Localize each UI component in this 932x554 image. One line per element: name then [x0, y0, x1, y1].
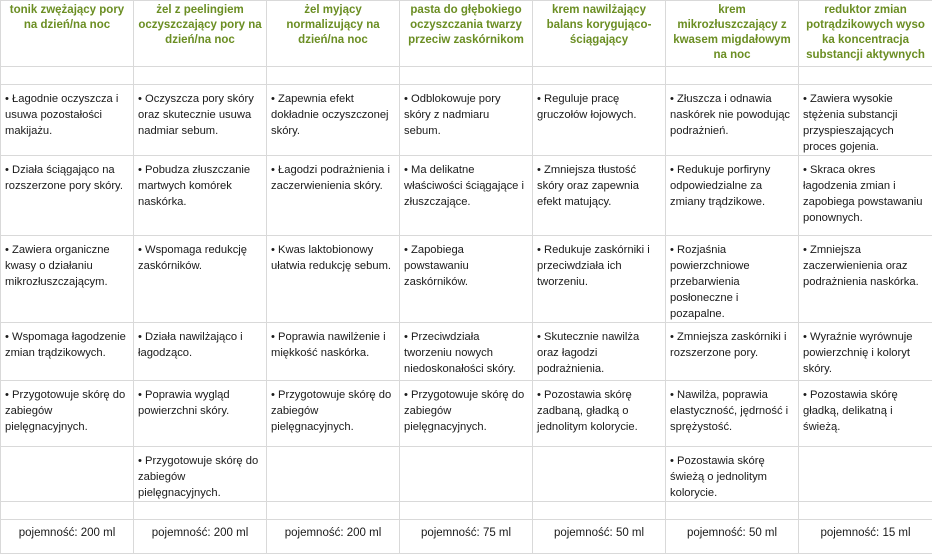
feature-text	[799, 447, 932, 453]
table-cell	[1, 236, 134, 323]
table-cell	[666, 323, 799, 381]
table-cell	[666, 85, 799, 156]
spacer-row	[1, 502, 932, 520]
table-cell	[400, 381, 533, 447]
feature-text: • Skutecznie nawilża oraz łagodzi podrażnienia.	[533, 323, 665, 377]
feature-text: • Wspomaga redukcję zaskórników.	[134, 236, 266, 274]
table-cell	[400, 85, 533, 156]
table-row	[1, 381, 932, 447]
table-cell	[267, 85, 400, 156]
feature-text	[267, 447, 399, 453]
table-cell	[1, 156, 134, 236]
table-row	[1, 85, 932, 156]
table-cell	[799, 85, 932, 156]
header-row	[1, 1, 932, 67]
feature-text	[533, 447, 665, 453]
table-cell	[1, 381, 134, 447]
table-cell	[134, 447, 267, 502]
table-cell	[267, 156, 400, 236]
table-cell	[666, 447, 799, 502]
feature-text: • Poprawia nawilżenie i miękkość naskórka.	[267, 323, 399, 361]
table-row	[1, 156, 932, 236]
feature-text: • Poprawia wygląd powierzchni skóry.	[134, 381, 266, 419]
column-header: krem nawilżający balans korygująco-ściągający	[533, 1, 666, 67]
table-cell	[400, 323, 533, 381]
feature-text: • Złuszcza i odnawia naskórek nie powodując podrażnień.	[666, 85, 798, 139]
table-cell	[1, 323, 134, 381]
spacer-row	[1, 67, 932, 85]
feature-text: • Ma delikatne właściwości ściągające i złuszczające.	[400, 156, 532, 210]
column-header: pasta do głębokiego oczyszczania twarzy przeciw zaskórnikom	[400, 1, 533, 67]
feature-text: • Nawilża, poprawia elastyczność, jędrność i sprężystość.	[666, 381, 798, 435]
feature-text: • Reguluje pracę gruczołów łojowych.	[533, 85, 665, 123]
feature-text: • Działa nawilżająco i łagodząco.	[134, 323, 266, 361]
table-cell	[1, 85, 134, 156]
feature-text: • Zmniejsza tłustość skóry oraz zapewnia efekt matujący.	[533, 156, 665, 210]
capacity-cell: pojemność: 200 ml	[1, 520, 134, 554]
capacity-cell: pojemność: 75 ml	[400, 520, 533, 554]
feature-text: • Redukuje porfiryny odpowiedzialne za zmiany trądzikowe.	[666, 156, 798, 210]
table-cell	[799, 323, 932, 381]
column-header: tonik zwężający pory na dzień/na noc	[1, 1, 134, 67]
feature-text: • Odblokowuje pory skóry z nadmiaru sebum.	[400, 85, 532, 139]
feature-text: • Zapewnia efekt dokładnie oczyszczonej skóry.	[267, 85, 399, 139]
table-cell	[799, 236, 932, 323]
table-cell	[267, 236, 400, 323]
feature-text: • Zawiera wysokie stężenia substancji przyspieszających proces gojenia.	[799, 85, 932, 155]
table-cell	[799, 381, 932, 447]
capacity-cell: pojemność: 15 ml	[799, 520, 932, 554]
table-cell	[400, 447, 533, 502]
table-cell	[267, 447, 400, 502]
capacity-row	[1, 520, 932, 554]
feature-text: • Działa ściągająco na rozszerzone pory skóry.	[1, 156, 133, 194]
feature-text: • Zapobiega powstawaniu zaskórników.	[400, 236, 532, 290]
table-cell	[267, 323, 400, 381]
table-cell	[400, 156, 533, 236]
feature-text: • Przygotowuje skórę do zabiegów pielęgnacyjnych.	[1, 381, 133, 435]
feature-text: • Wspomaga łagodzenie zmian trądzikowych.	[1, 323, 133, 361]
table-cell	[134, 156, 267, 236]
feature-text: • Kwas laktobionowy ułatwia redukcję sebum.	[267, 236, 399, 274]
feature-text: • Przeciwdziała tworzeniu nowych niedoskonałości skóry.	[400, 323, 532, 377]
table-cell	[400, 236, 533, 323]
capacity-cell: pojemność: 50 ml	[533, 520, 666, 554]
table-cell	[134, 381, 267, 447]
column-header: żel z peelingiem oczyszczający pory na dzień/na noc	[134, 1, 267, 67]
table-cell	[666, 156, 799, 236]
feature-text: • Zmniejsza zaczerwienienia oraz podrażnienia naskórka.	[799, 236, 932, 290]
table-row	[1, 236, 932, 323]
feature-text	[400, 447, 532, 453]
feature-text: • Łagodzi podrażnienia i zaczerwienienia skóry.	[267, 156, 399, 194]
feature-text: • Pobudza złuszczanie martwych komórek naskórka.	[134, 156, 266, 210]
table-cell	[533, 381, 666, 447]
feature-text: • Redukuje zaskórniki i przeciwdziała ich tworzeniu.	[533, 236, 665, 290]
table-cell	[533, 236, 666, 323]
table-row	[1, 447, 932, 502]
capacity-cell: pojemność: 200 ml	[267, 520, 400, 554]
feature-text: • Zawiera organiczne kwasy o działaniu mikrozłuszczającym.	[1, 236, 133, 290]
table-cell	[799, 447, 932, 502]
table-cell	[134, 236, 267, 323]
feature-text: • Zmniejsza zaskórniki i rozszerzone pory.	[666, 323, 798, 361]
feature-text: • Rozjaśnia powierzchniowe przebarwienia posłoneczne i pozapalne.	[666, 236, 798, 322]
table-cell	[666, 381, 799, 447]
table-cell	[134, 85, 267, 156]
table-cell	[533, 156, 666, 236]
feature-text	[1, 447, 133, 453]
feature-text: • Pozostawia skórę zadbaną, gładką o jednolitym kolorycie.	[533, 381, 665, 435]
table-cell	[134, 323, 267, 381]
table-cell	[533, 85, 666, 156]
feature-text: • Pozostawia skórę świeżą o jednolitym kolorycie.	[666, 447, 798, 501]
feature-text: • Przygotowuje skórę do zabiegów pielęgnacyjnych.	[400, 381, 532, 435]
feature-text: • Przygotowuje skórę do zabiegów pielęgnacyjnych.	[134, 447, 266, 501]
table-cell	[533, 447, 666, 502]
table-row	[1, 323, 932, 381]
capacity-cell: pojemność: 200 ml	[134, 520, 267, 554]
column-header: krem mikrozłuszczający z kwasem migdałowym na noc	[666, 1, 799, 67]
feature-text: • Łagodnie oczyszcza i usuwa pozostałości makijażu.	[1, 85, 133, 139]
feature-text: • Wyraźnie wyrównuje powierzchnię i koloryt skóry.	[799, 323, 932, 377]
feature-text: • Skraca okres łagodzenia zmian i zapobiega powstawaniu ponownych.	[799, 156, 932, 226]
table-cell	[533, 323, 666, 381]
feature-text: • Oczyszcza pory skóry oraz skutecznie usuwa nadmiar sebum.	[134, 85, 266, 139]
table-cell	[1, 447, 134, 502]
table-cell	[267, 381, 400, 447]
column-header: żel myjący normalizujący na dzień/na noc	[267, 1, 400, 67]
capacity-cell: pojemność: 50 ml	[666, 520, 799, 554]
feature-text: • Przygotowuje skórę do zabiegów pielęgnacyjnych.	[267, 381, 399, 435]
feature-text: • Pozostawia skórę gładką, delikatną i świeżą.	[799, 381, 932, 435]
column-header: reduktor zmian potrądzikowych wyso ka koncentracja substancji aktywnych	[799, 1, 932, 67]
table-cell	[666, 236, 799, 323]
table-cell	[799, 156, 932, 236]
